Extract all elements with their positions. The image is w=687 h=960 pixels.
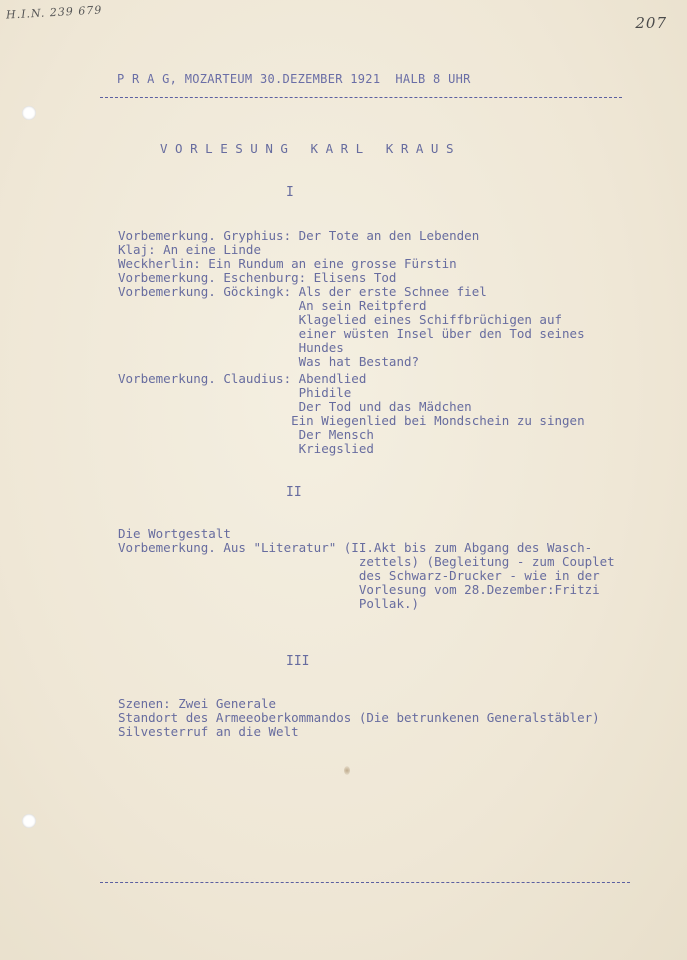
program-line: Vorbemerkung. Claudius: Abendlied — [118, 371, 367, 386]
punch-hole-bottom — [22, 814, 36, 828]
program-line: Ein Wiegenlied bei Mondschein zu singen — [118, 413, 585, 428]
program-line: Was hat Bestand? — [118, 354, 420, 369]
program-line: Die Wortgestalt — [118, 526, 231, 541]
header-line: P R A G, MOZARTEUM 30.DEZEMBER 1921 HALB 8 UHR — [117, 72, 471, 86]
top-dashed-rule — [100, 97, 622, 98]
section-numeral-1: I — [286, 185, 294, 200]
section-numeral-2: II — [286, 485, 302, 500]
document-title: V O R L E S U N G K A R L K R A U S — [160, 141, 454, 156]
program-line: Silvesterruf an die Welt — [118, 724, 299, 739]
archive-number: H.I.N. 239 679 — [5, 3, 103, 22]
program-line: einer wüsten Insel über den Tod seines — [118, 326, 585, 341]
program-line: Vorlesung vom 28.Dezember:Fritzi — [118, 582, 600, 597]
program-line: Vorbemerkung. Gryphius: Der Tote an den Lebenden — [118, 228, 480, 243]
punch-hole-top — [22, 106, 36, 120]
program-line: des Schwarz-Drucker - wie in der — [118, 568, 600, 583]
program-line: Pollak.) — [118, 596, 420, 611]
program-line: Vorbemerkung. Eschenburg: Elisens Tod — [118, 270, 397, 285]
program-line: Der Tod und das Mädchen — [118, 399, 472, 414]
program-line: zettels) (Begleitung - zum Couplet — [118, 554, 615, 569]
program-line: Klagelied eines Schiffbrüchigen auf — [118, 312, 563, 327]
program-line: Der Mensch — [118, 427, 374, 442]
bottom-dashed-rule — [100, 882, 630, 883]
program-line: Vorbemerkung. Aus "Literatur" (II.Akt bis zum Abgang des Wasch- — [118, 540, 593, 555]
paper-stain — [344, 766, 350, 775]
program-line: Szenen: Zwei Generale — [118, 696, 277, 711]
program-line: Phidile — [118, 385, 352, 400]
program-line: An sein Reitpferd — [118, 298, 427, 313]
program-line: Klaj: An eine Linde — [118, 242, 261, 257]
folio-number: 207 — [635, 14, 667, 32]
program-line: Weckherlin: Ein Rundum an eine grosse Fürstin — [118, 256, 457, 271]
program-line: Hundes — [118, 340, 344, 355]
program-line: Standort des Armeeoberkommandos (Die betrunkenen Generalstäbler) — [118, 710, 600, 725]
section-numeral-3: III — [286, 654, 310, 669]
program-line: Vorbemerkung. Göckingk: Als der erste Schnee fiel — [118, 284, 487, 299]
program-line: Kriegslied — [118, 441, 374, 456]
